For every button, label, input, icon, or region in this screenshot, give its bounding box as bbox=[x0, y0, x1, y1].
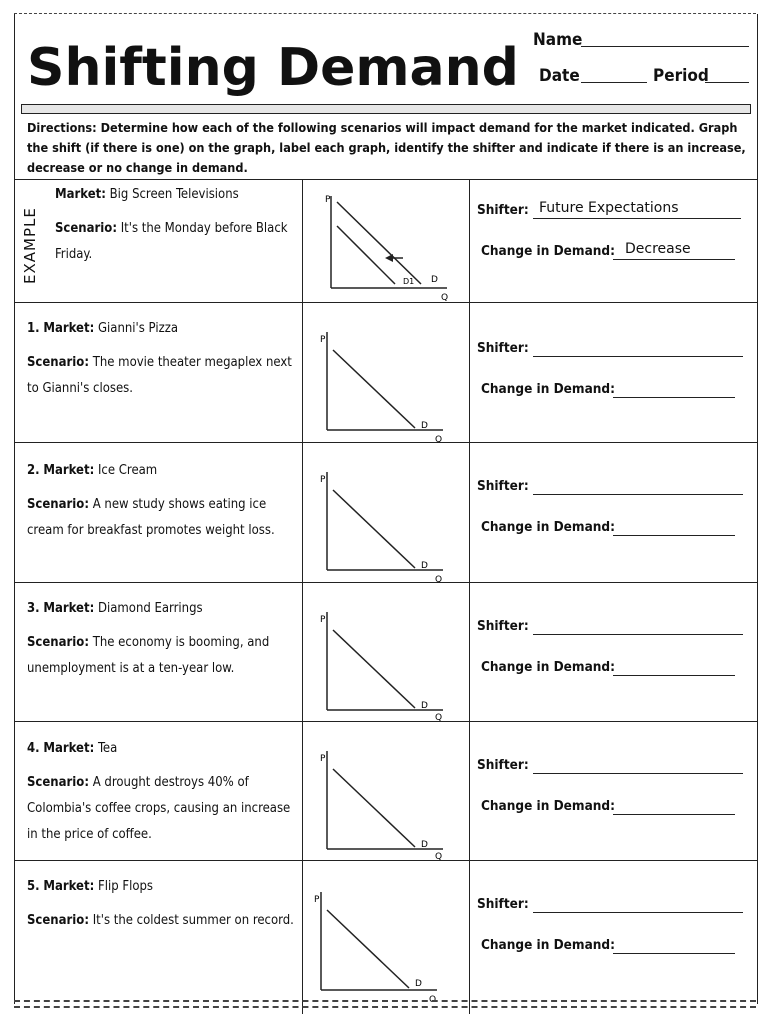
row3-shifter-field[interactable] bbox=[533, 634, 743, 635]
row1-market: 1. Market: Gianni's Pizza bbox=[27, 321, 179, 336]
svg-text:Q: Q bbox=[435, 713, 443, 721]
shifter-label: Shifter: bbox=[477, 478, 529, 494]
svg-text:P: P bbox=[320, 475, 326, 485]
row2-market: 2. Market: Ice Cream bbox=[27, 463, 158, 478]
scenario-value: It's the Monday before Black Friday. bbox=[55, 221, 288, 262]
market-label: Market: bbox=[55, 187, 106, 202]
row5-market: 5. Market: Flip Flops bbox=[27, 879, 153, 894]
directions-text: Directions: Determine how each of the following scenarios will impact demand for the market indicated. Graph the shift (if there is one) on the graph, label each graph, identify the shifter and indicate if there is an increase, decrease or no change in demand. bbox=[27, 120, 746, 175]
row3-market: 3. Market: Diamond Earrings bbox=[27, 601, 203, 616]
row4-shifter-field[interactable] bbox=[533, 773, 743, 774]
svg-text:D: D bbox=[421, 840, 428, 850]
row1-scenario: Scenario: The movie theater megaplex next to Gianni's closes. bbox=[27, 355, 292, 396]
d1-label: D1 bbox=[403, 277, 415, 286]
change-answer-line[interactable] bbox=[613, 259, 735, 260]
row5-shifter-field[interactable] bbox=[533, 912, 743, 913]
example-demand-graph bbox=[303, 180, 469, 302]
demand-curve bbox=[333, 490, 415, 568]
row5-scenario: Scenario: It's the coldest summer on record. bbox=[27, 913, 294, 928]
svg-text:D: D bbox=[421, 701, 428, 711]
change-label: Change in Demand: bbox=[481, 519, 615, 535]
name-field[interactable] bbox=[581, 46, 749, 47]
row3-scenario: Scenario: The economy is booming, and unemployment is at a ten-year low. bbox=[27, 635, 270, 676]
bottom-border bbox=[14, 1000, 756, 1008]
row-divider bbox=[15, 302, 757, 303]
demand-curve bbox=[337, 202, 421, 284]
example-scenario bbox=[55, 216, 300, 268]
shifter-label: Shifter: bbox=[477, 757, 529, 773]
shifter-label: Shifter: bbox=[477, 618, 529, 634]
svg-text:D: D bbox=[421, 421, 428, 431]
row1-shifter-field[interactable] bbox=[533, 356, 743, 357]
row3-demand-graph bbox=[303, 584, 469, 721]
row5-demand-graph bbox=[303, 862, 469, 1002]
shifted-demand-curve bbox=[337, 226, 395, 284]
period-field[interactable] bbox=[705, 82, 749, 83]
date-label: Date bbox=[539, 66, 580, 86]
row-divider bbox=[15, 721, 757, 722]
shifter-label: Shifter: bbox=[477, 896, 529, 912]
row4-demand-graph bbox=[303, 723, 469, 860]
svg-text:Q: Q bbox=[429, 995, 437, 1002]
svg-text:P: P bbox=[320, 754, 326, 764]
change-label: Change in Demand: bbox=[481, 659, 615, 675]
title-bar bbox=[21, 104, 751, 114]
svg-text:D: D bbox=[421, 561, 428, 571]
period-label: Period bbox=[653, 66, 709, 86]
row-divider bbox=[15, 860, 757, 861]
change-answer: Decrease bbox=[625, 241, 691, 257]
change-label: Change in Demand: bbox=[481, 381, 615, 397]
row4-market: 4. Market: Tea bbox=[27, 741, 118, 756]
change-label: Change in Demand: bbox=[481, 798, 615, 814]
row-divider bbox=[15, 442, 757, 443]
change-label: Change in Demand: bbox=[481, 243, 615, 259]
row2-change-field[interactable] bbox=[613, 535, 735, 536]
row4-change-field[interactable] bbox=[613, 814, 735, 815]
date-field[interactable] bbox=[581, 82, 647, 83]
shifter-label: Shifter: bbox=[477, 340, 529, 356]
row3-change-field[interactable] bbox=[613, 675, 735, 676]
svg-text:P: P bbox=[314, 895, 320, 905]
demand-curve bbox=[327, 910, 409, 988]
d-label: D bbox=[431, 275, 438, 285]
row1-change-field[interactable] bbox=[613, 397, 735, 398]
row2-scenario: Scenario: A new study shows eating ice cream for breakfast promotes weight loss. bbox=[27, 497, 275, 538]
scenario-label: Scenario: bbox=[55, 221, 117, 236]
row1-demand-graph bbox=[303, 304, 469, 442]
example-label: EXAMPLE bbox=[21, 207, 39, 284]
row-divider bbox=[15, 582, 757, 583]
row4-scenario: Scenario: A drought destroys 40% of Colombia's coffee crops, causing an increase in the price of coffee. bbox=[27, 775, 291, 842]
name-label: Name bbox=[533, 30, 583, 50]
worksheet bbox=[14, 14, 758, 1004]
svg-text:D: D bbox=[415, 979, 422, 989]
demand-curve bbox=[333, 350, 415, 428]
row2-shifter-field[interactable] bbox=[533, 494, 743, 495]
svg-text:P: P bbox=[320, 335, 326, 345]
svg-text:Q: Q bbox=[435, 575, 443, 582]
shifter-label: Shifter: bbox=[477, 202, 529, 218]
change-label: Change in Demand: bbox=[481, 937, 615, 953]
column-divider bbox=[469, 179, 470, 1014]
demand-curve bbox=[333, 769, 415, 847]
row5-change-field[interactable] bbox=[613, 953, 735, 954]
svg-text:Q: Q bbox=[435, 852, 443, 860]
row2-demand-graph bbox=[303, 444, 469, 582]
demand-curve bbox=[333, 630, 415, 708]
page-title: Shifting Demand bbox=[27, 38, 519, 98]
market-value: Big Screen Televisions bbox=[109, 187, 239, 202]
example-market bbox=[55, 182, 300, 208]
svg-text:P: P bbox=[320, 615, 326, 625]
arrow-head-icon bbox=[385, 254, 393, 262]
svg-text:Q: Q bbox=[435, 435, 443, 442]
q-axis-label: Q bbox=[441, 293, 449, 302]
shifter-answer: Future Expectations bbox=[539, 200, 679, 216]
shifter-answer-line[interactable] bbox=[533, 218, 741, 219]
p-axis-label: P bbox=[325, 195, 331, 205]
